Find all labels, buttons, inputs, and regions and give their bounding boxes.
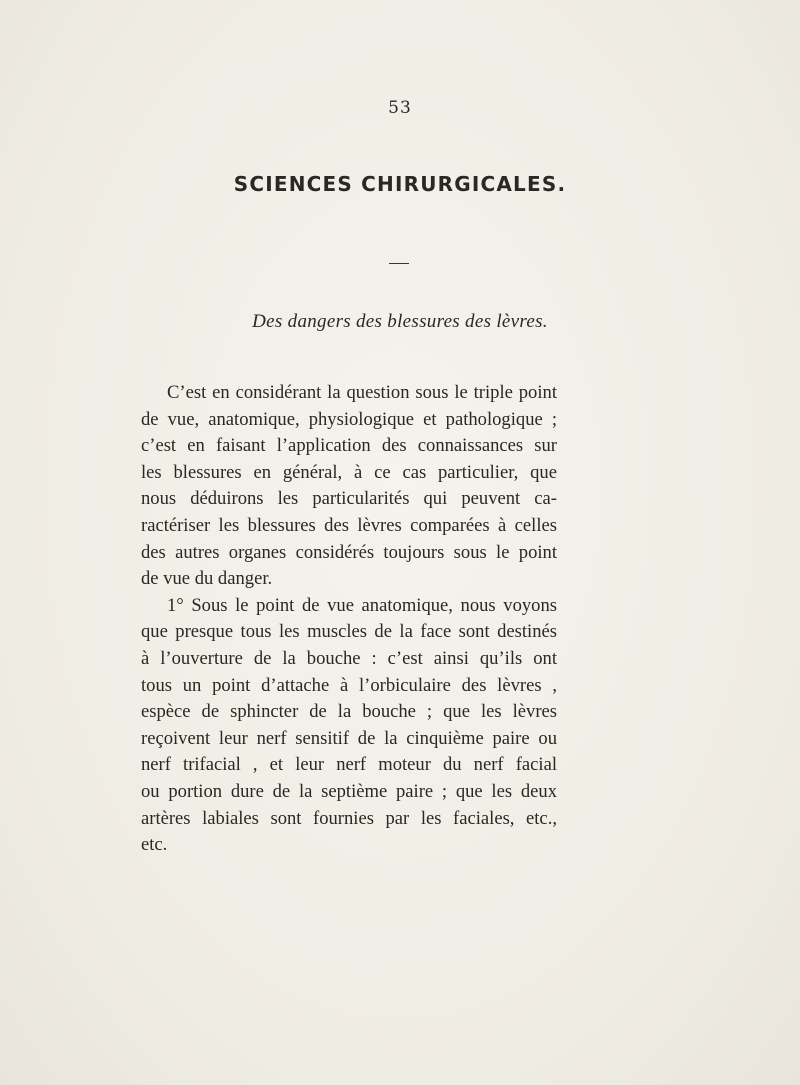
text-line: C’est en considérant la question sous le triple point (167, 382, 557, 403)
text-line: espèce de sphincter de la bouche ; que les lèvres (141, 701, 557, 723)
text-line: que presque tous les muscles de la face sont destinés (141, 621, 557, 643)
article-subtitle: Des dangers des blessures des lèvres. (252, 311, 548, 332)
text-line: les blessures en général, à ce cas particulier, que (141, 461, 557, 483)
section-title: SCIENCES CHIRURGICALES. (233, 172, 567, 196)
text-line: nerf trifacial , et leur nerf moteur du nerf facial (141, 754, 557, 776)
text-line: des autres organes considérés toujours sous le point (141, 541, 557, 563)
page-number: 53 (388, 98, 412, 118)
text-line: à l’ouverture de la bouche : c’est ainsi qu’ils ont (141, 647, 557, 669)
text-line: tous un point d’attache à l’orbiculaire des lèvres , (141, 674, 557, 696)
text-line: de vue, anatomique, physiologique et pathologique ; (141, 408, 557, 430)
paragraph-1 (141, 380, 557, 593)
text-line: reçoivent leur nerf sensitif de la cinquième paire ou (141, 727, 557, 749)
paragraph-2 (141, 593, 557, 859)
text-line: artères labiales sont fournies par les faciales, etc., (141, 807, 557, 829)
title-divider (389, 263, 409, 264)
text-line: etc. (141, 834, 168, 856)
text-line: de vue du danger. (141, 568, 273, 590)
text-line: nous déduirons les particularités qui peuvent ca- (141, 488, 557, 510)
text-line: ou portion dure de la septième paire ; que les deux (141, 780, 557, 802)
text-line: 1° Sous le point de vue anatomique, nous voyons (167, 594, 557, 616)
text-line: c’est en faisant l’application des connaissances sur (141, 435, 557, 457)
text-line: ractériser les blessures des lèvres comparées à celles (141, 514, 557, 536)
body-text (141, 380, 557, 859)
